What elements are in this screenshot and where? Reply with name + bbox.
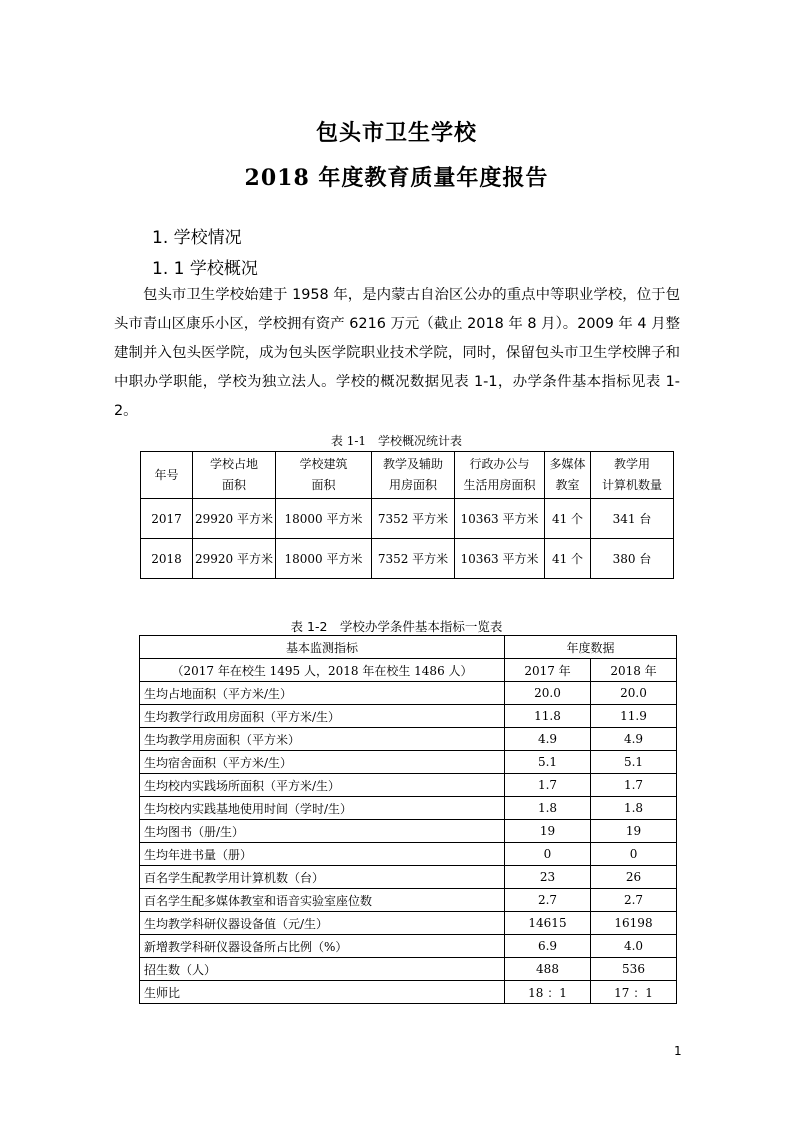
table2-value-cell: 1.8 bbox=[505, 797, 591, 820]
table2-header-2017: 2017 年 bbox=[505, 659, 591, 682]
table2-row bbox=[140, 958, 677, 981]
table2-indicator-cell: 生均校内实践场所面积（平方米/生） bbox=[140, 774, 505, 797]
table2-row bbox=[140, 774, 677, 797]
table1-header-text: 教学用 bbox=[613, 457, 650, 471]
table1-header-text: 计算机数量 bbox=[601, 478, 662, 492]
table1-caption: 表 1-1 学校概况统计表 bbox=[330, 434, 463, 448]
table2-value-cell: 17 ：1 bbox=[591, 981, 677, 1004]
table1-cell: 2018 bbox=[141, 539, 193, 579]
table2-row bbox=[140, 912, 677, 935]
table2-indicator-cell: 生均校内实践基地使用时间（学时/生） bbox=[140, 797, 505, 820]
table1-cell: 7352 平方米 bbox=[372, 539, 455, 579]
school-conditions-table bbox=[139, 635, 677, 1004]
table2-value-cell: 1.8 bbox=[591, 797, 677, 820]
table1-cell: 10363 平方米 bbox=[455, 499, 545, 539]
table2-row bbox=[140, 820, 677, 843]
table2-caption: 表 1-2 学校办学条件基本指标一览表 bbox=[290, 619, 503, 634]
table2-value-cell: 4.9 bbox=[591, 728, 677, 751]
report-title-school: 包头市卫生学校 bbox=[315, 120, 477, 146]
table2-value-cell: 26 bbox=[591, 866, 677, 889]
table1-header-row bbox=[141, 452, 674, 499]
table2-row bbox=[140, 981, 677, 1004]
table2-value-cell: 5.1 bbox=[505, 751, 591, 774]
table2-value-cell: 20.0 bbox=[591, 682, 677, 705]
table2-value-cell: 19 bbox=[505, 820, 591, 843]
table2-value-cell: 11.8 bbox=[505, 705, 591, 728]
table2-indicator-cell: 百名学生配教学用计算机数（台） bbox=[140, 866, 505, 889]
table2-row bbox=[140, 935, 677, 958]
report-title-year: 2018 年度教育质量年度报告 bbox=[244, 165, 549, 191]
table2-value-cell: 0 bbox=[505, 843, 591, 866]
table2-row bbox=[140, 866, 677, 889]
table1-header-text: 多媒体 bbox=[549, 457, 586, 471]
table1-header-cell bbox=[372, 452, 455, 499]
table1-row bbox=[141, 499, 674, 539]
table2-value-cell: 536 bbox=[591, 958, 677, 981]
table2-indicator-cell: 生均图书（册/生） bbox=[140, 820, 505, 843]
table1-cell: 29920 平方米 bbox=[193, 539, 276, 579]
table2-value-cell: 0 bbox=[591, 843, 677, 866]
table2-header-enrollment-note: （2017 年在校生 1495 人，2018 年在校生 1486 人） bbox=[140, 659, 505, 682]
table2-value-cell: 20.0 bbox=[505, 682, 591, 705]
table2-row bbox=[140, 751, 677, 774]
table1-header-cell bbox=[193, 452, 276, 499]
table2-indicator-cell: 生均教学行政用房面积（平方米/生） bbox=[140, 705, 505, 728]
table2-indicator-cell: 生均教学用房面积（平方米） bbox=[140, 728, 505, 751]
table2-row bbox=[140, 728, 677, 751]
table1-header-text: 行政办公与 bbox=[469, 457, 530, 471]
table2-value-cell: 18 ：1 bbox=[505, 981, 591, 1004]
table2-value-cell: 16198 bbox=[591, 912, 677, 935]
table2-value-cell: 2.7 bbox=[505, 889, 591, 912]
table1-cell: 18000 平方米 bbox=[276, 499, 372, 539]
table2-row bbox=[140, 843, 677, 866]
table2-row bbox=[140, 889, 677, 912]
table1-header-text: 面积 bbox=[311, 478, 336, 492]
table1-header-cell bbox=[141, 452, 193, 499]
table2-row bbox=[140, 682, 677, 705]
table1-header-cell bbox=[591, 452, 674, 499]
table1-cell: 2017 bbox=[141, 499, 193, 539]
table2-value-cell: 1.7 bbox=[591, 774, 677, 797]
table2-indicator-cell: 招生数（人） bbox=[140, 958, 505, 981]
table1-cell: 41 个 bbox=[545, 499, 591, 539]
table2-value-cell: 5.1 bbox=[591, 751, 677, 774]
table2-indicator-cell: 生均年进书量（册） bbox=[140, 843, 505, 866]
table2-value-cell: 6.9 bbox=[505, 935, 591, 958]
table1-header-text: 生活用房面积 bbox=[463, 478, 536, 492]
table1-cell: 341 台 bbox=[591, 499, 674, 539]
table1-header-text: 学校建筑 bbox=[299, 457, 348, 471]
table2-header-2018: 2018 年 bbox=[591, 659, 677, 682]
table2-value-cell: 14615 bbox=[505, 912, 591, 935]
table2-value-cell: 488 bbox=[505, 958, 591, 981]
school-overview-table bbox=[140, 451, 674, 579]
table2-indicator-cell: 生均宿舍面积（平方米/生） bbox=[140, 751, 505, 774]
table2-indicator-cell: 生均占地面积（平方米/生） bbox=[140, 682, 505, 705]
table1-header-text: 用房面积 bbox=[388, 478, 437, 492]
table1-header-text: 学校占地 bbox=[209, 457, 258, 471]
table1-cell: 380 台 bbox=[591, 539, 674, 579]
table1-cell: 10363 平方米 bbox=[455, 539, 545, 579]
table2-indicator-cell: 新增教学科研仪器设备所占比例（%） bbox=[140, 935, 505, 958]
table1-header-cell bbox=[545, 452, 591, 499]
overview-paragraph: 包头市卫生学校始建于 1958 年，是内蒙古自治区公办的重点中等职业学校，位于包头市青山区康乐小区，学校拥有资产 6216 万元（截止 2018 年 8 月）。2009 年 4 月整建制并入包头医学院，成为包头医学院职业技术学院，同时，保留包头市卫生学校牌子和中职办学职能，学校为独立法人。学校的概况数据见表 1-1，办学条件基本指标见表 1-2。 bbox=[114, 287, 680, 419]
table2-value-cell: 4.9 bbox=[505, 728, 591, 751]
table2-header-indicator-label: 基本监测指标 bbox=[140, 636, 505, 659]
table2-header-year-data: 年度数据 bbox=[505, 636, 677, 659]
table2-indicator-cell: 百名学生配多媒体教室和语音实验室座位数 bbox=[140, 889, 505, 912]
table2-row bbox=[140, 705, 677, 728]
table1-header-cell bbox=[455, 452, 545, 499]
table2-value-cell: 19 bbox=[591, 820, 677, 843]
table1-cell: 29920 平方米 bbox=[193, 499, 276, 539]
table2-indicator-cell: 生师比 bbox=[140, 981, 505, 1004]
table2-indicator-cell: 生均教学科研仪器设备值（元/生） bbox=[140, 912, 505, 935]
subsection-heading: 1. 1 学校概况 bbox=[152, 259, 258, 279]
table2-value-cell: 23 bbox=[505, 866, 591, 889]
table1-cell: 7352 平方米 bbox=[372, 499, 455, 539]
table1-header-text: 年号 bbox=[154, 467, 179, 482]
table1-header-text: 面积 bbox=[221, 478, 246, 492]
table2-value-cell: 1.7 bbox=[505, 774, 591, 797]
section-heading: 1. 学校情况 bbox=[152, 228, 242, 248]
table1-header-cell bbox=[276, 452, 372, 499]
table2-row bbox=[140, 797, 677, 820]
page-number: 1 bbox=[674, 1044, 682, 1058]
table1-row bbox=[141, 539, 674, 579]
table2-value-cell: 4.0 bbox=[591, 935, 677, 958]
table1-header-text: 教学及辅助 bbox=[382, 457, 443, 471]
table2-value-cell: 11.9 bbox=[591, 705, 677, 728]
table1-cell: 18000 平方米 bbox=[276, 539, 372, 579]
table1-header-text: 教室 bbox=[555, 478, 580, 492]
table1-cell: 41 个 bbox=[545, 539, 591, 579]
table2-value-cell: 2.7 bbox=[591, 889, 677, 912]
